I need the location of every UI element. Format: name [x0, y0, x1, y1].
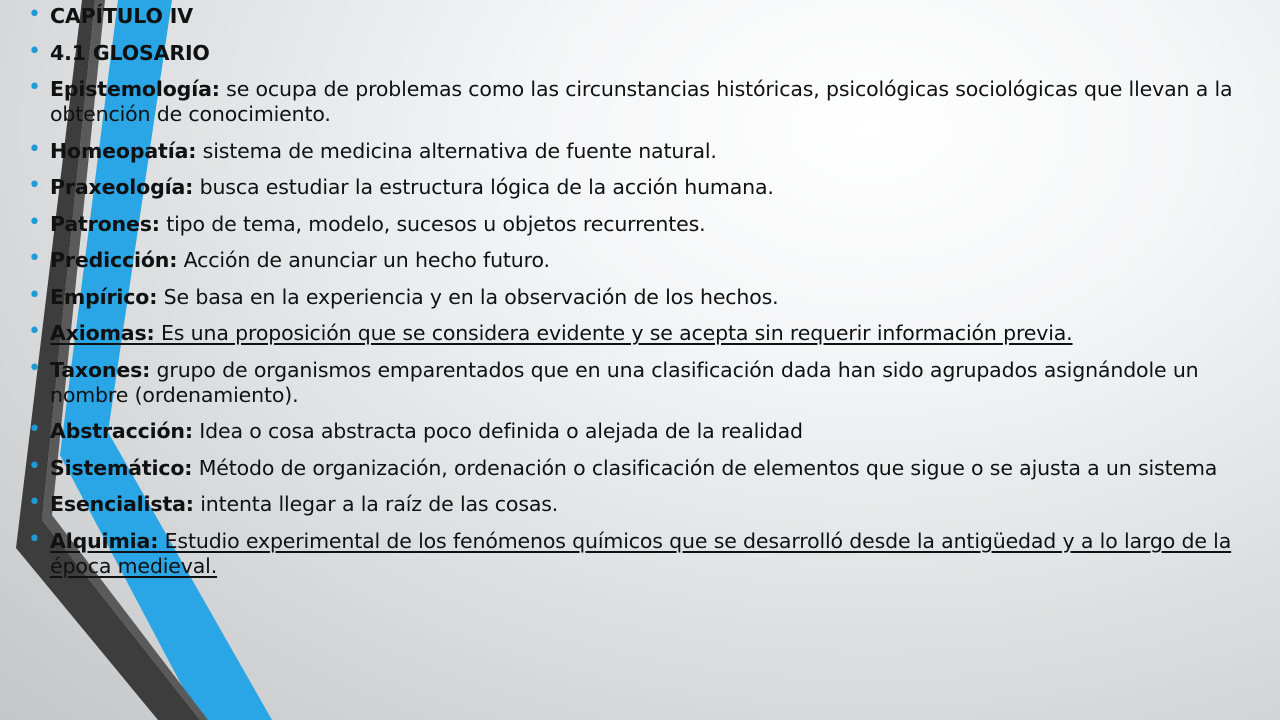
glossary-item	[28, 282, 1258, 310]
glossary-list	[28, 4, 1258, 590]
glossary-term: CAPÍTULO IV	[50, 4, 193, 28]
bullet-icon: •	[28, 526, 41, 552]
bullet-icon: •	[28, 209, 41, 235]
bullet-icon: •	[28, 2, 41, 27]
glossary-term: 4.1 GLOSARIO	[50, 40, 210, 65]
bullet-icon: •	[28, 75, 41, 100]
glossary-item	[28, 4, 1258, 29]
glossary-definition: busca estudiar la estructura lógica de la acción humana.	[193, 175, 774, 199]
glossary-item	[28, 248, 1258, 273]
bullet-icon: •	[28, 282, 41, 308]
glossary-term: Taxones:	[50, 357, 151, 382]
glossary-definition: Método de organización, ordenación o clasificación de elementos que sigue o se ajusta a un sistema	[192, 455, 1218, 480]
glossary-item	[28, 321, 1258, 346]
glossary-term: Patrones:	[50, 211, 160, 236]
glossary-definition: Acción de anunciar un hecho futuro.	[177, 248, 550, 272]
bullet-icon: •	[28, 490, 41, 515]
glossary-term: Axiomas:	[50, 321, 155, 345]
glossary-item	[28, 419, 1258, 444]
bullet-icon: •	[28, 38, 41, 64]
glossary-definition: sistema de medicina alternativa de fuente natural.	[196, 138, 717, 163]
glossary-definition: se ocupa de problemas como las circunstancias históricas, psicológicas sociológicas que llevan a la obtención de conocimiento.	[50, 77, 1233, 126]
glossary-item	[28, 136, 1258, 164]
bullet-icon: •	[28, 453, 41, 479]
glossary-definition: tipo de tema, modelo, sucesos u objetos recurrentes.	[159, 211, 706, 236]
glossary-item	[28, 209, 1258, 237]
bullet-icon: •	[28, 136, 41, 162]
glossary-term: Sistemático:	[50, 455, 193, 480]
glossary-item	[28, 355, 1258, 408]
glossary-definition: intenta llegar a la raíz de las cosas.	[193, 492, 559, 516]
bullet-icon: •	[28, 417, 41, 442]
glossary-term: Empírico:	[50, 284, 158, 309]
glossary-definition: Idea o cosa abstracta poco definida o alejada de la realidad	[192, 419, 803, 443]
glossary-term: Praxeología:	[50, 175, 194, 199]
glossary-item	[28, 175, 1258, 200]
glossary-term: Alquimia:	[50, 528, 159, 553]
glossary-definition: Se basa en la experiencia y en la observación de los hechos.	[157, 284, 779, 309]
glossary-item	[28, 38, 1258, 66]
glossary-definition: Es una proposición que se considera evidente y se acepta sin requerir información previa.	[154, 321, 1073, 345]
glossary-term: Homeopatía:	[50, 138, 197, 163]
bullet-icon: •	[28, 319, 41, 344]
glossary-definition: Estudio experimental de los fenómenos químicos que se desarrolló desde la antigüedad y a lo largo de la época medieval.	[50, 528, 1232, 578]
glossary-term: Esencialista:	[50, 492, 194, 516]
glossary-item	[28, 77, 1258, 127]
glossary-term: Predicción:	[50, 248, 178, 272]
glossary-term: Abstracción:	[50, 419, 193, 443]
glossary-term: Epistemología:	[50, 77, 220, 101]
glossary-item	[28, 453, 1258, 481]
glossary-item	[28, 492, 1258, 517]
glossary-item	[28, 526, 1258, 579]
glossary-definition: grupo de organismos emparentados que en una clasificación dada han sido agrupados asignándole un nombre (ordenamiento).	[50, 357, 1199, 407]
bullet-icon: •	[28, 355, 41, 381]
bullet-icon: •	[28, 173, 41, 198]
bullet-icon: •	[28, 246, 41, 271]
